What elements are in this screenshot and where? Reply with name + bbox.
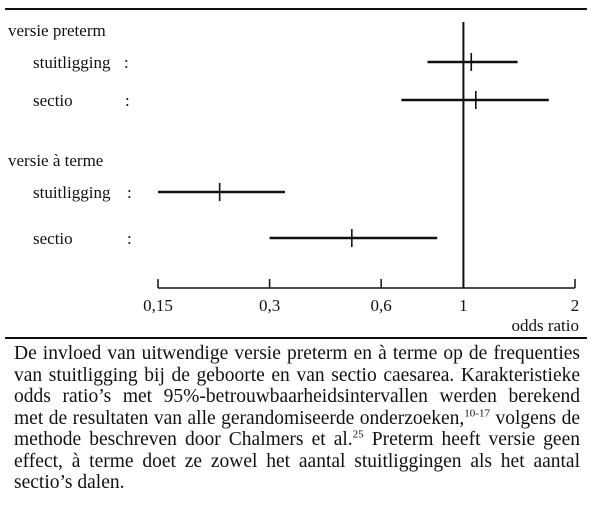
caption-ref-2: 25 [352, 428, 364, 441]
x-tick-label: 1 [459, 296, 468, 315]
caption-text-1: De invloed van uitwendige versie preterm en à terme op de frequenties van stuitligging bij de geboorte en van sectio caesarea. Karakteristieke odds ratio’s met 95%-betrouwbaarheidsintervallen werden berekend met de resultaten van alle gerandomiseerde onderzoeken, [14, 343, 580, 429]
row-label: stuitligging [33, 53, 111, 72]
row-labels [8, 21, 132, 248]
caption-text-3: Preterm heeft versie geen effect, à terme doet ze zowel het aantal stuitliggingen als het aantal sectio’s dalen. [14, 429, 580, 493]
x-axis [143, 279, 579, 335]
row-colon: : [127, 229, 132, 248]
row-label: sectio [33, 91, 73, 110]
row-label: sectio [33, 229, 73, 248]
x-tick-label: 0,3 [258, 296, 281, 315]
group-label: versie preterm [8, 21, 106, 40]
interval-marks [158, 22, 549, 288]
row-colon: : [125, 91, 130, 110]
x-tick-label: 0,6 [370, 296, 392, 315]
group-label: versie à terme [8, 151, 104, 170]
top-rule [5, 8, 587, 10]
row-label: stuitligging [33, 183, 111, 202]
row-colon: : [124, 53, 129, 72]
caption-text-2: volgens de methode beschreven door Chalmers et al. [14, 407, 580, 450]
caption-rule [5, 337, 587, 339]
x-tick-label: 0,15 [143, 296, 173, 315]
x-axis-label: odds ratio [511, 316, 579, 335]
x-tick-label: 2 [570, 296, 580, 315]
row-colon: : [127, 183, 132, 202]
figure-caption [14, 343, 580, 494]
caption-ref-1: 10-17 [464, 407, 490, 419]
